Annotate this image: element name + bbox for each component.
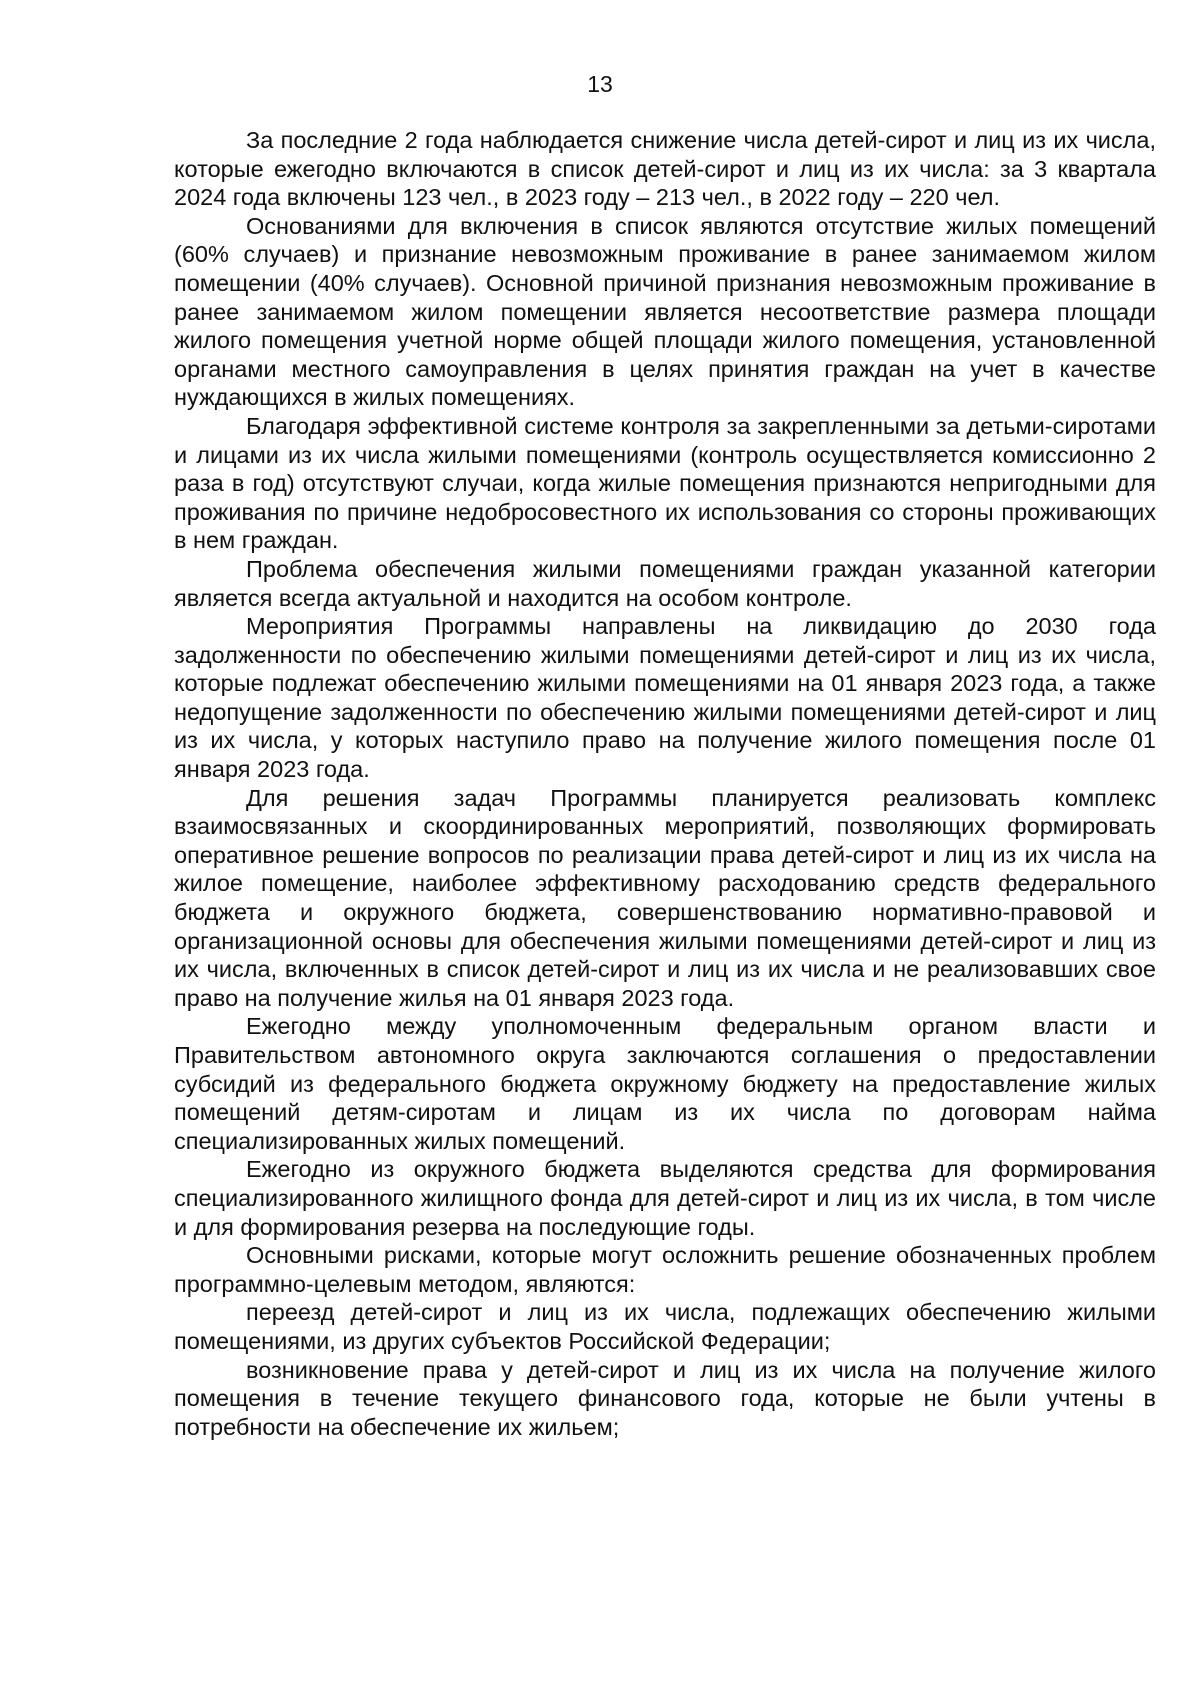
list-item-paragraph: переезд детей-сирот и лиц из их числа, подлежащих обеспечению жилыми помещениями, из других субъектов Российской Федерации; — [174, 1299, 1156, 1354]
paragraph: Основными рисками, которые могут осложнить решение обозначенных проблем программно-целевым методом, являются: — [174, 1242, 1156, 1297]
paragraph: Для решения задач Программы планируется реализовать комплекс взаимосвязанных и скоординированных мероприятий, позволяющих формировать оперативное решение вопросов по реализации права детей-сирот и лиц из их числа на жилое помещение, наиболее эффективному расходованию средств федерального бюджета и окружного бюджета, совершенствованию нормативно-правовой и организационной основы для обеспечения жилыми помещениями детей-сирот и лиц из их числа, включенных в список детей-сирот и лиц из их числа и не реализовавших свое право на получение жилья на 01 января 2023 года. — [174, 784, 1156, 1011]
paragraph: Благодаря эффективной системе контроля за закрепленными за детьми-сиротами и лицами из их числа жилыми помещениями (контроль осуществляется комиссионно 2 раза в год) отсутствуют случаи, когда жилые помещения признаются непригодными для проживания по причине недобросовестного их использования со стороны проживающих в нем граждан. — [174, 412, 1156, 554]
document-body — [174, 126, 1156, 1441]
list-item-paragraph: возникновение права у детей-сирот и лиц из их числа на получение жилого помещения в течение текущего финансового года, которые не были учтены в потребности на обеспечение их жильем; — [174, 1356, 1156, 1440]
paragraph: Мероприятия Программы направлены на ликвидацию до 2030 года задолженности по обеспечению жилыми помещениями детей-сирот и лиц из их числа, которые подлежат обеспечению жилыми помещениями на 01 января 2023 года, а также недопущение задолженности по обеспечению жилыми помещениями детей-сирот и лиц из их числа, у которых наступило право на получение жилого помещения после 01 января 2023 года. — [174, 613, 1156, 783]
paragraph: Ежегодно из окружного бюджета выделяются средства для формирования специализированного жилищного фонда для детей-сирот и лиц из их числа, в том числе и для формирования резерва на последующие годы. — [174, 1156, 1156, 1240]
paragraph: За последние 2 года наблюдается снижение числа детей-сирот и лиц из их числа, которые ежегодно включаются в список детей-сирот и лиц из их числа: за 3 квартала 2024 года включены 123 чел., в 2023 году – 213 чел., в 2022 году – 220 чел. — [174, 127, 1156, 211]
paragraph: Проблема обеспечения жилыми помещениями граждан указанной категории является всегда актуальной и находится на особом контроле. — [174, 555, 1156, 611]
paragraph: Основаниями для включения в список являются отсутствие жилых помещений (60% случаев) и признание невозможным проживание в ранее занимаемом жилом помещении (40% случаев). Основной причиной признания невозможным проживание в ранее занимаемом жилом помещении является несоответствие размера площади жилого помещения учетной норме общей площади жилого помещения, установленной органами местного самоуправления в целях принятия граждан на учет в качестве нуждающихся в жилых помещениях. — [174, 212, 1156, 411]
page-number: 13 — [587, 71, 613, 97]
paragraph: Ежегодно между уполномоченным федеральным органом власти и Правительством автономного округа заключаются соглашения о предоставлении субсидий из федерального бюджета окружному бюджету на предоставление жилых помещений детям-сиротам и лицам из их числа по договорам найма специализированных жилых помещений. — [174, 1013, 1156, 1154]
